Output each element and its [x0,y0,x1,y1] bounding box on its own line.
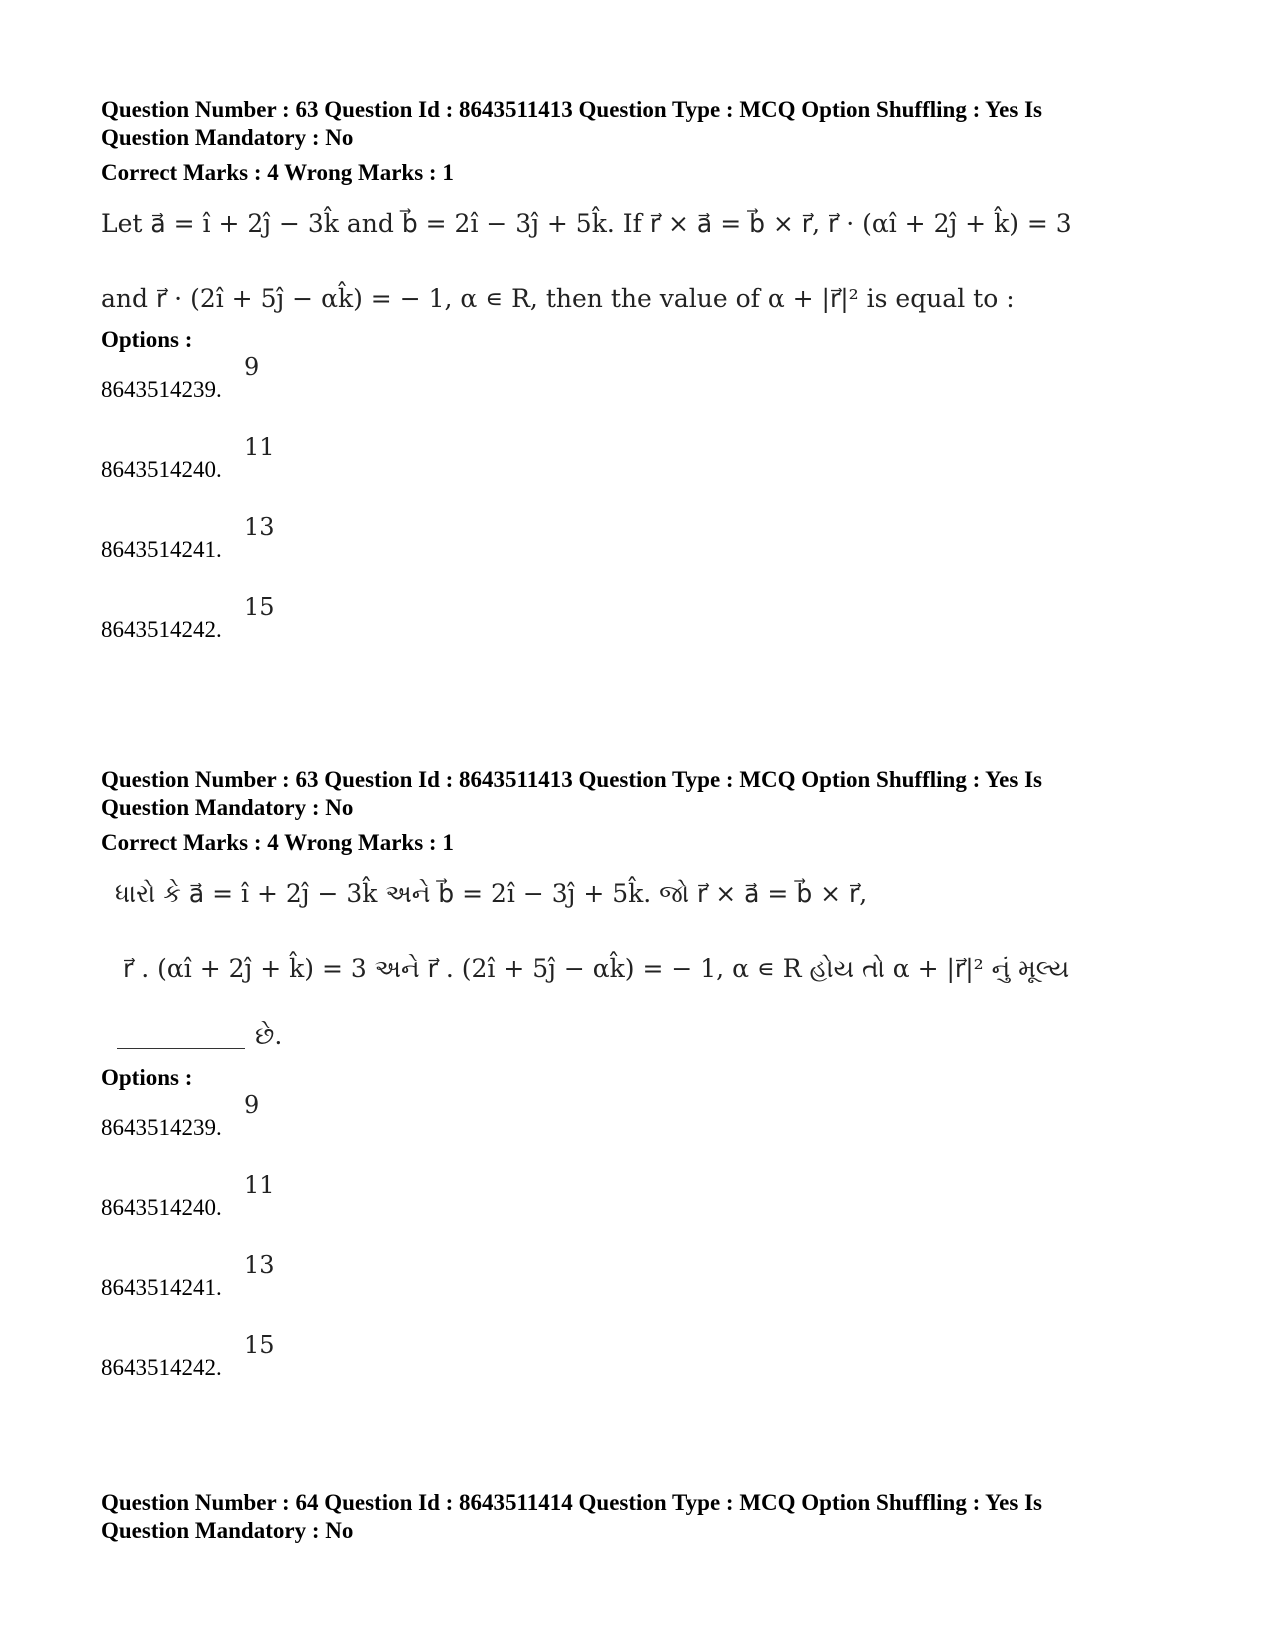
option-3[interactable] [101,513,1171,593]
option-id: 8643514239. [101,377,222,402]
option-id: 8643514242. [101,617,222,642]
question-meta-line2: Question Mandatory : No [101,125,354,150]
question-meta-line1: Question Number : 63 Question Id : 8643511413 Question Type : MCQ Option Shuffling : Yes Is [101,767,1042,792]
answer-blank [117,1023,245,1049]
question-block-3 [101,1489,1171,1545]
option-4[interactable] [101,1331,1171,1411]
question-text-line2: r⃗ . (αî + 2ĵ + k̂) = 3 અને r⃗ . (2î + 5ĵ − αk̂) = − 1, α ∊ R હોય તો α + |r⃗|² નું મૂલ્ય [123,954,1070,983]
option-value: 13 [244,513,275,541]
question-marks: Correct Marks : 4 Wrong Marks : 1 [101,830,454,855]
option-2[interactable] [101,433,1171,513]
option-value: 11 [244,433,275,461]
question-text-line3 [101,1023,1171,1049]
option-1[interactable] [101,1091,1171,1171]
option-id: 8643514242. [101,1355,222,1380]
options-label: Options : [101,1065,193,1090]
question-text-line3-suffix: છે. [255,1021,283,1050]
question-meta [101,96,1171,187]
question-text-line1: ધારો કે a⃗ = î + 2ĵ − 3k̂ અને b⃗ = 2î − 3ĵ + 5k̂. જો r⃗ × a⃗ = b⃗ × r⃗, [115,879,868,908]
question-text-line1: Let a⃗ = î + 2ĵ − 3k̂ and b⃗ = 2î − 3ĵ + 5k̂. If r⃗ × a⃗ = b⃗ × r⃗, r⃗ · (αî + 2ĵ + k̂) = 3 [101,209,1072,238]
option-3[interactable] [101,1251,1171,1331]
option-1[interactable] [101,353,1171,433]
option-value: 9 [244,1091,260,1119]
option-id: 8643514241. [101,537,222,562]
question-meta-line2: Question Mandatory : No [101,795,354,820]
question-block-1 [101,96,1171,673]
option-value: 9 [244,353,260,381]
question-meta-line1: Question Number : 63 Question Id : 8643511413 Question Type : MCQ Option Shuffling : Yes Is [101,97,1042,122]
option-id: 8643514241. [101,1275,222,1300]
question-marks: Correct Marks : 4 Wrong Marks : 1 [101,160,454,185]
option-value: 13 [244,1251,275,1279]
question-text-line2: and r⃗ · (2î + 5ĵ − αk̂) = − 1, α ∊ R, then the value of α + |r⃗|² is equal to : [101,284,1015,313]
option-id: 8643514239. [101,1115,222,1140]
option-value: 11 [244,1171,275,1199]
question-block-2 [101,766,1171,1411]
options-label: Options : [101,327,193,352]
option-2[interactable] [101,1171,1171,1251]
option-4[interactable] [101,593,1171,673]
option-id: 8643514240. [101,1195,222,1220]
question-meta [101,1489,1171,1545]
question-meta-line1: Question Number : 64 Question Id : 8643511414 Question Type : MCQ Option Shuffling : Yes Is [101,1490,1042,1515]
option-value: 15 [244,593,275,621]
option-id: 8643514240. [101,457,222,482]
question-meta-line2: Question Mandatory : No [101,1518,354,1543]
question-meta [101,766,1171,857]
option-value: 15 [244,1331,275,1359]
